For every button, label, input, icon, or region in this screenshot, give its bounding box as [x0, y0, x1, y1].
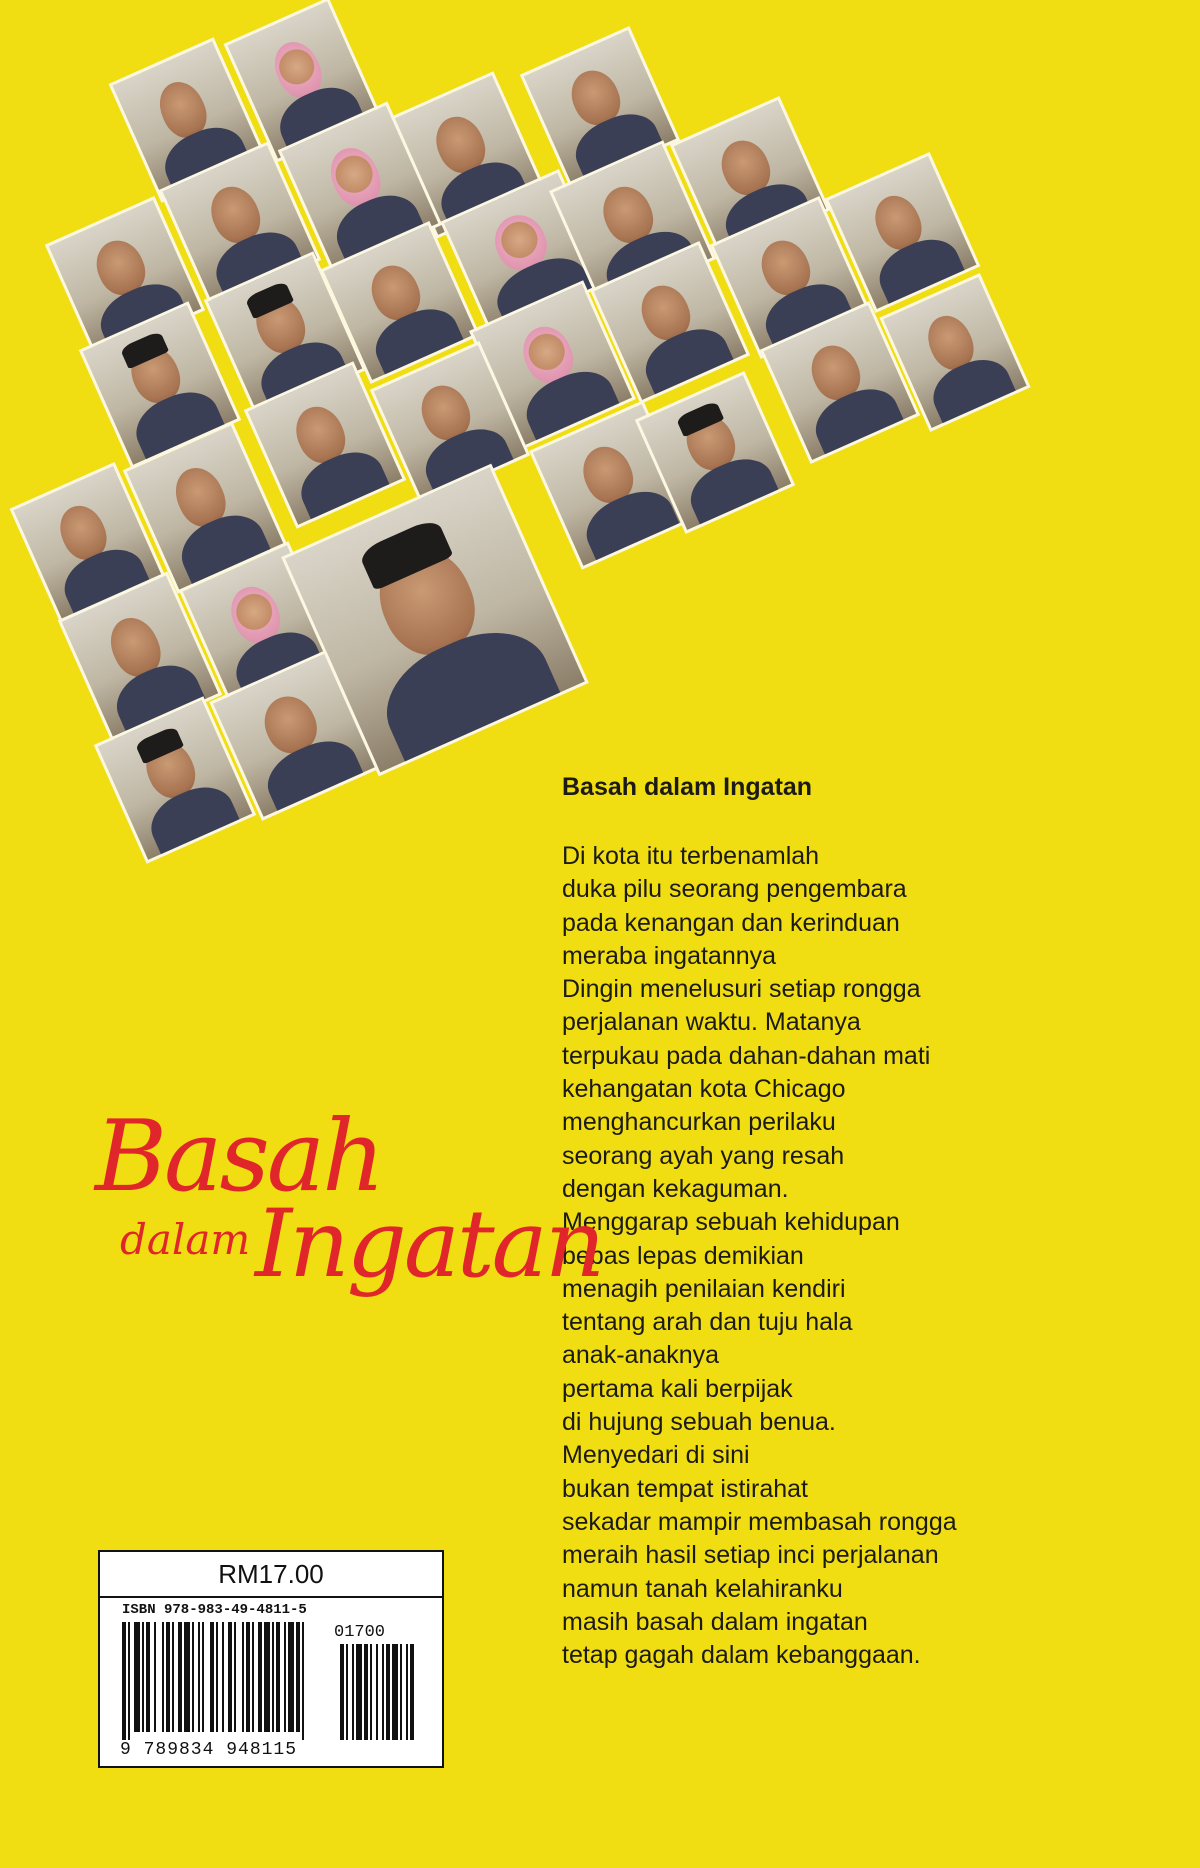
poem-line: di hujung sebuah benua.	[562, 1408, 836, 1437]
isbn-text: ISBN 978-983-49-4811-5	[122, 1602, 307, 1618]
title-word-basah: Basah	[95, 1100, 383, 1214]
poem-line: meraba ingatannya	[562, 941, 777, 970]
title-word-dalam: dalam	[120, 1215, 251, 1264]
poem-line: duka pilu seorang pengembara	[562, 875, 907, 904]
poem-line: bukan tempat istirahat	[562, 1474, 808, 1503]
book-title-script	[95, 1100, 603, 1350]
barcode-number: 9 789834 948115	[120, 1740, 298, 1760]
poem-line: pertama kali berpijak	[562, 1374, 793, 1403]
barcode-addon-number: 01700	[334, 1623, 386, 1642]
poem-line: terpukau pada dahan-dahan mati	[562, 1041, 931, 1070]
poem-line: tentang arah dan tuju hala	[562, 1308, 853, 1337]
poem-line: dengan kekaguman.	[562, 1174, 789, 1203]
poem-line: Menyedari di sini	[562, 1441, 750, 1470]
poem-line: pada kenangan dan kerinduan	[562, 908, 900, 937]
barcode-box	[98, 1550, 444, 1768]
poem-line: namun tanah kelahiranku	[562, 1574, 843, 1603]
poem-line: meraih hasil setiap inci perjalanan	[562, 1541, 939, 1570]
poem-line: menghancurkan perilaku	[562, 1108, 836, 1137]
poem-text	[562, 840, 1122, 1672]
author-photo-collage	[0, 0, 1200, 880]
poem-line: seorang ayah yang resah	[562, 1141, 845, 1170]
poem-line: menagih penilaian kendiri	[562, 1274, 846, 1303]
poem-title: Basah dalam Ingatan	[562, 773, 813, 801]
price-label: RM17.00	[100, 1552, 442, 1598]
poem-line: bebas lepas demikian	[562, 1241, 804, 1270]
poem-line: Menggarap sebuah kehidupan	[562, 1208, 900, 1237]
poem-line: anak-anaknya	[562, 1341, 720, 1370]
poem-line: Di kota itu terbenamlah	[562, 842, 820, 870]
poem-line: tetap gagah dalam kebanggaan.	[562, 1641, 921, 1670]
poem-line: Dingin menelusuri setiap rongga	[562, 975, 921, 1004]
title-word-ingatan: Ingatan	[255, 1190, 603, 1299]
poem-line: sekadar mampir membasah rongga	[562, 1507, 957, 1536]
poem-line: masih basah dalam ingatan	[562, 1607, 868, 1636]
poem-line: perjalanan waktu. Matanya	[562, 1008, 861, 1037]
poem-line: kehangatan kota Chicago	[562, 1075, 846, 1104]
barcode-bars	[118, 1622, 430, 1742]
